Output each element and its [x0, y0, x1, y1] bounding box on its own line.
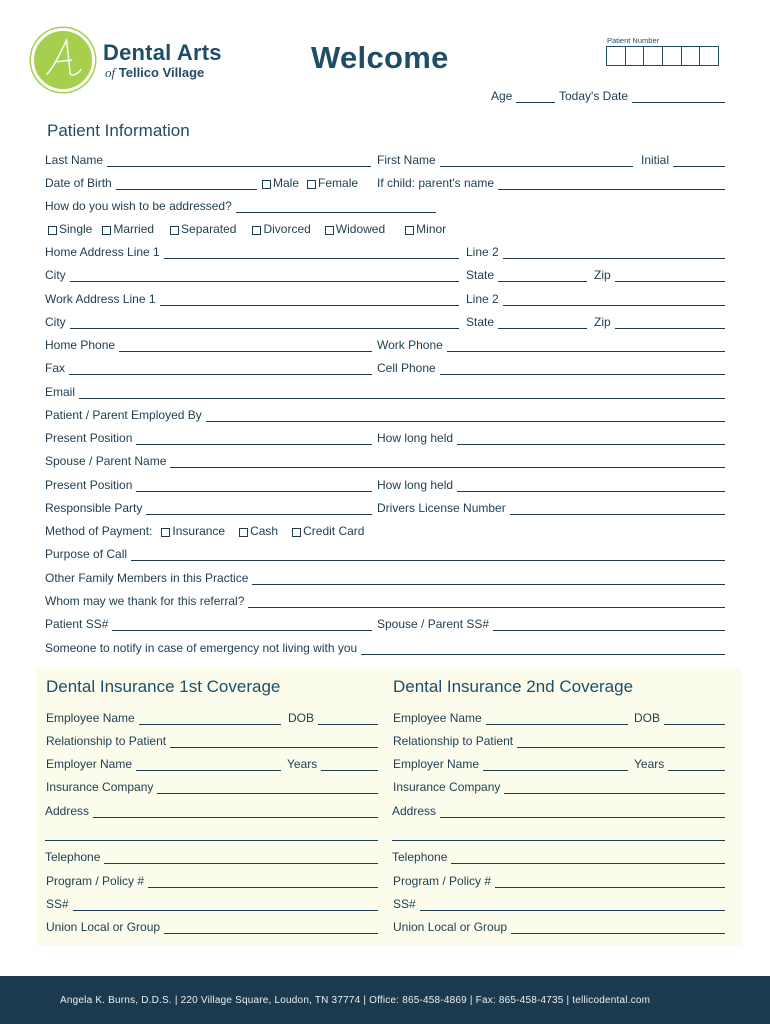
todays-date-field[interactable]: Today's Date — [559, 87, 725, 103]
marital-status-group — [48, 220, 454, 236]
married-checkbox[interactable]: Married — [102, 222, 154, 236]
fax-field[interactable]: Fax — [45, 359, 372, 375]
ins2-relationship-field[interactable]: Relationship to Patient — [393, 732, 725, 748]
email-field[interactable]: Email — [45, 383, 725, 399]
ins1-relationship-field[interactable]: Relationship to Patient — [46, 732, 378, 748]
insurance-2nd-title: Dental Insurance 2nd Coverage — [393, 677, 634, 696]
spouse-ss-field[interactable]: Spouse / Parent SS# — [377, 615, 725, 631]
ins2-years-field[interactable]: Years — [634, 755, 725, 771]
ins1-ss-field[interactable]: SS# — [46, 895, 378, 911]
ins1-address-field[interactable]: Address — [45, 802, 378, 818]
addressed-field[interactable]: How do you wish to be addressed? — [45, 197, 436, 213]
employed-by-field[interactable]: Patient / Parent Employed By — [45, 406, 725, 422]
payment-method-group — [45, 522, 372, 538]
ins2-company-field[interactable]: Insurance Company — [393, 778, 725, 794]
patient-info-title: Patient Information — [47, 121, 190, 140]
ins1-telephone-field[interactable]: Telephone — [45, 848, 378, 864]
referral-field[interactable]: Whom may we thank for this referral? — [45, 592, 725, 608]
spouse-how-long-field[interactable]: How long held — [377, 476, 725, 492]
work-zip-field[interactable]: Zip — [594, 313, 725, 329]
single-checkbox[interactable]: Single — [48, 222, 92, 236]
separated-checkbox[interactable]: Separated — [170, 222, 236, 236]
ins2-employee-name-field[interactable]: Employee Name — [393, 709, 628, 725]
spouse-name-field[interactable]: Spouse / Parent Name — [45, 452, 725, 468]
ins2-policy-field[interactable]: Program / Policy # — [393, 872, 725, 888]
family-members-field[interactable]: Other Family Members in this Practice — [45, 569, 725, 585]
footer-contact — [0, 976, 770, 1024]
drivers-license-field[interactable]: Drivers License Number — [377, 499, 725, 515]
how-long-held-field[interactable]: How long held — [377, 429, 725, 445]
last-name-field[interactable]: Last Name — [45, 151, 371, 167]
page-title: Welcome — [311, 40, 449, 75]
brand-name: Dental Arts — [103, 40, 222, 65]
home-state-field[interactable]: State — [466, 266, 587, 282]
divorced-checkbox[interactable]: Divorced — [252, 222, 310, 236]
ins2-union-field[interactable]: Union Local or Group — [393, 918, 725, 934]
ins2-telephone-field[interactable]: Telephone — [392, 848, 725, 864]
patient-ss-field[interactable]: Patient SS# — [45, 615, 372, 631]
cash-checkbox[interactable]: Cash — [239, 524, 278, 538]
ins1-company-field[interactable]: Insurance Company — [46, 778, 378, 794]
home-phone-field[interactable]: Home Phone — [45, 336, 372, 352]
ins1-dob-field[interactable]: DOB — [288, 709, 378, 725]
ins2-dob-field[interactable]: DOB — [634, 709, 725, 725]
cell-phone-field[interactable]: Cell Phone — [377, 359, 725, 375]
initial-field[interactable]: Initial — [641, 151, 725, 167]
patient-number-field[interactable] — [606, 46, 718, 66]
insurance-1st-title: Dental Insurance 1st Coverage — [46, 677, 281, 696]
minor-checkbox[interactable]: Minor — [405, 222, 446, 236]
home-address-line2-field[interactable]: Line 2 — [466, 243, 725, 259]
ins1-employer-field[interactable]: Employer Name — [46, 755, 281, 771]
female-checkbox[interactable]: Female — [307, 176, 358, 190]
purpose-of-call-field[interactable]: Purpose of Call — [45, 545, 725, 561]
ins1-employee-name-field[interactable]: Employee Name — [46, 709, 281, 725]
ins2-ss-field[interactable]: SS# — [393, 895, 725, 911]
spouse-position-field[interactable]: Present Position — [45, 476, 372, 492]
parent-name-field[interactable]: If child: parent's name — [377, 174, 725, 190]
work-state-field[interactable]: State — [466, 313, 587, 329]
ins1-union-field[interactable]: Union Local or Group — [46, 918, 378, 934]
dental-arts-logo-icon — [31, 28, 95, 92]
ins1-address-line2-field[interactable] — [45, 825, 378, 841]
ins2-address-field[interactable]: Address — [392, 802, 725, 818]
age-field[interactable]: Age — [491, 87, 555, 103]
insurance-checkbox[interactable]: Insurance — [161, 524, 225, 538]
patient-number-label: Patient Number — [607, 36, 660, 45]
responsible-party-field[interactable]: Responsible Party — [45, 499, 372, 515]
work-address-line2-field[interactable]: Line 2 — [466, 290, 725, 306]
ins2-address-line2-field[interactable] — [392, 825, 725, 841]
credit-card-checkbox[interactable]: Credit Card — [292, 524, 364, 538]
male-checkbox[interactable]: Male — [262, 176, 299, 190]
work-address-line1-field[interactable]: Work Address Line 1 — [45, 290, 459, 306]
payment-method-label: Method of Payment: — [45, 524, 153, 538]
home-zip-field[interactable]: Zip — [594, 266, 725, 282]
ins1-years-field[interactable]: Years — [287, 755, 378, 771]
work-city-field[interactable]: City — [45, 313, 459, 329]
brand-subtitle: of Tellico Village — [105, 65, 205, 80]
ins2-employer-field[interactable]: Employer Name — [393, 755, 628, 771]
widowed-checkbox[interactable]: Widowed — [325, 222, 385, 236]
footer-text: Angela K. Burns, D.D.S. | 220 Village Square, Loudon, TN 37774 | Office: 865-458-4869 | Fax: 865-458-4735 | tellicodental.com — [60, 994, 651, 1006]
home-city-field[interactable]: City — [45, 266, 459, 282]
first-name-field[interactable]: First Name — [377, 151, 633, 167]
present-position-field[interactable]: Present Position — [45, 429, 372, 445]
dob-field[interactable]: Date of Birth — [45, 174, 257, 190]
home-address-line1-field[interactable]: Home Address Line 1 — [45, 243, 459, 259]
ins1-policy-field[interactable]: Program / Policy # — [46, 872, 378, 888]
emergency-contact-field[interactable]: Someone to notify in case of emergency not living with you — [45, 639, 725, 655]
brand — [103, 41, 222, 81]
work-phone-field[interactable]: Work Phone — [377, 336, 725, 352]
